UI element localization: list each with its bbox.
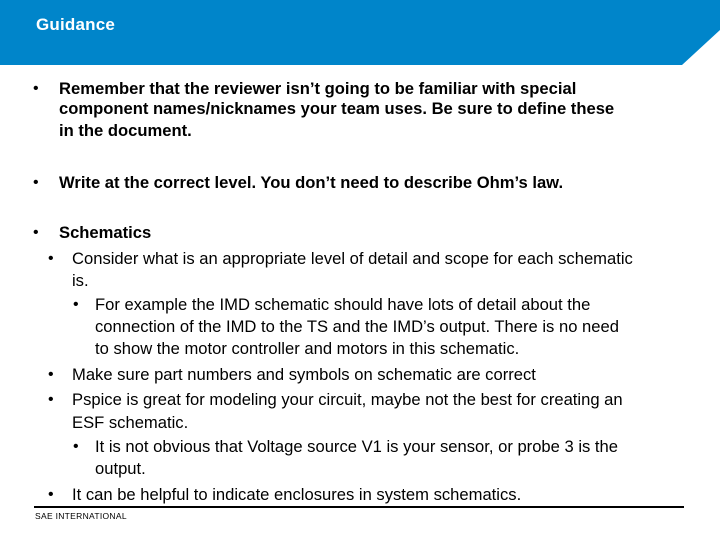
sub-sub-bullet-3-line-1: It is not obvious that Voltage source V1 is your sensor, or probe 3 is the xyxy=(95,437,619,456)
bullet-marker: • xyxy=(33,224,39,241)
bullet-2-line-1: Write at the correct level. You don’t need to describe Ohm’s law. xyxy=(59,173,564,192)
bullet-1-line-3: in the document. xyxy=(59,121,192,140)
footer-divider xyxy=(34,506,684,508)
bullet-3-line-1: Schematics xyxy=(59,223,152,242)
sub-bullet-1-line-2: is. xyxy=(72,271,89,290)
sub-bullet-1-line-1: Consider what is an appropriate level of detail and scope for each schematic xyxy=(72,249,633,268)
sub-sub-bullet-1-line-2: connection of the IMD to the TS and the IMD’s output. There is no need xyxy=(95,317,619,336)
bullet-1-line-2: component names/nicknames your team uses. Be sure to define these xyxy=(59,99,615,118)
bullet-marker: • xyxy=(73,438,79,455)
bullet-marker: • xyxy=(73,296,79,313)
bullet-1-line-1: Remember that the reviewer isn’t going to be familiar with special xyxy=(59,79,577,98)
bullet-marker: • xyxy=(48,366,54,383)
bullet-marker: • xyxy=(48,391,54,408)
footer-org-label: SAE INTERNATIONAL xyxy=(35,511,127,521)
bullet-marker: • xyxy=(33,174,39,191)
sub-bullet-4-line-1: It can be helpful to indicate enclosures in system schematics. xyxy=(72,485,522,504)
sub-sub-bullet-1-line-3: to show the motor controller and motors in this schematic. xyxy=(95,339,520,358)
sub-sub-bullet-3-line-2: output. xyxy=(95,459,146,478)
sub-bullet-3-line-1: Pspice is great for modeling your circuit, maybe not the best for creating an xyxy=(72,390,623,409)
sub-bullet-2-line-1: Make sure part numbers and symbols on schematic are correct xyxy=(72,365,536,384)
sub-bullet-3-line-2: ESF schematic. xyxy=(72,413,189,432)
bullet-marker: • xyxy=(48,250,54,267)
sub-sub-bullet-1-line-1: For example the IMD schematic should have lots of detail about the xyxy=(95,295,591,314)
bullet-marker: • xyxy=(48,486,54,503)
bullet-marker: • xyxy=(33,80,39,97)
slide-title: Guidance xyxy=(36,15,116,34)
